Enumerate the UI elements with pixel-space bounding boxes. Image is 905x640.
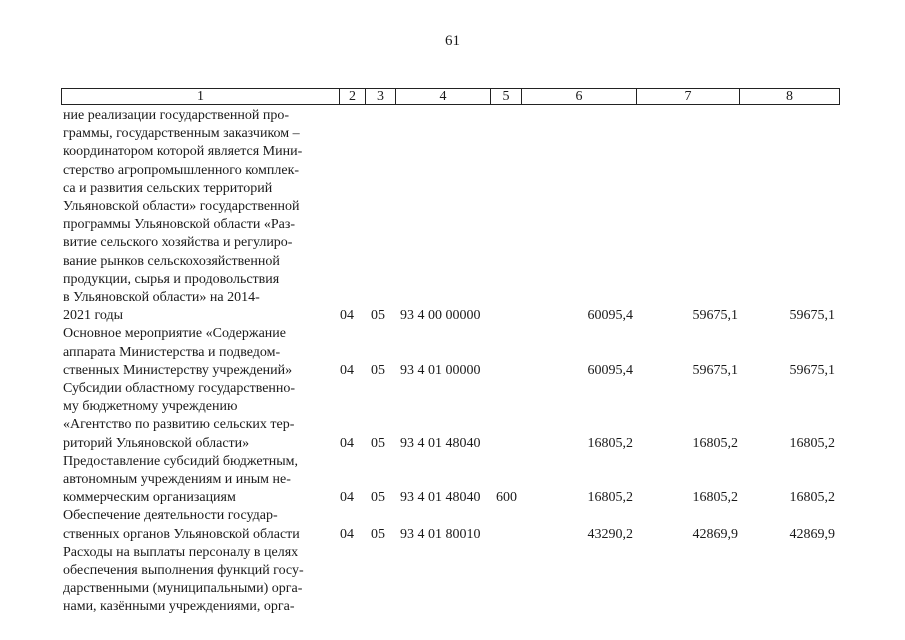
header-col-6: 6 xyxy=(521,89,636,104)
cell-c6: 60095,4 xyxy=(587,362,633,378)
description-line: ственных органов Ульяновской области xyxy=(63,526,300,542)
description-line: му бюджетному учреждению xyxy=(63,399,238,415)
cell-c8: 16805,2 xyxy=(789,435,835,451)
cell-c2: 04 xyxy=(340,308,354,324)
description-line: Субсидии областному государственно- xyxy=(63,381,296,396)
cell-c2: 04 xyxy=(340,490,354,506)
description-line: Основное мероприятие «Содержание xyxy=(63,326,286,342)
header-col-3: 3 xyxy=(365,89,395,104)
cell-c7: 42869,9 xyxy=(692,526,738,542)
description-line: обеспечения выполнения функций госу- xyxy=(63,563,304,578)
row-description xyxy=(63,453,330,508)
cell-c7: 59675,1 xyxy=(692,362,738,378)
table-header xyxy=(61,88,840,105)
cell-c3: 05 xyxy=(371,362,385,378)
description-line: Расходы на выплаты персоналу в целях xyxy=(63,544,299,560)
description-line: нами, казёнными учреждениями, орга- xyxy=(63,599,295,615)
description-line: автономным учреждениям и иным не- xyxy=(63,472,291,487)
description-line: Ульяновской области» государственной xyxy=(63,199,300,215)
cell-c6: 60095,4 xyxy=(587,308,633,324)
cell-c8: 59675,1 xyxy=(789,308,835,324)
cell-c5: 600 xyxy=(496,490,517,506)
row-description xyxy=(63,380,330,453)
header-col-8: 8 xyxy=(739,89,839,104)
cell-c4: 93 4 01 48040 xyxy=(400,490,481,506)
description-line: продукции, сырья и продовольствия xyxy=(63,271,280,287)
header-col-1: 1 xyxy=(197,89,204,104)
cell-c7: 16805,2 xyxy=(692,490,738,506)
description-line: «Агентство по развитию сельских тер- xyxy=(63,417,295,433)
cell-c2: 04 xyxy=(340,362,354,378)
cell-c8: 16805,2 xyxy=(789,490,835,506)
description-line: аппарата Министерства и подведом- xyxy=(63,344,281,360)
cell-c3: 05 xyxy=(371,490,385,506)
description-line: стерство агропромышленного комплек- xyxy=(63,162,300,178)
description-line: вание рынков сельскохозяйственной xyxy=(63,253,280,269)
header-col-7: 7 xyxy=(636,89,739,104)
cell-c7: 59675,1 xyxy=(692,308,738,324)
cell-c7: 16805,2 xyxy=(692,435,738,451)
cell-c3: 05 xyxy=(371,308,385,324)
description-line: са и развития сельских территорий xyxy=(63,180,273,196)
header-col-5: 5 xyxy=(490,89,521,104)
description-line: дарственными (муниципальными) орга- xyxy=(63,581,303,597)
header-col-4: 4 xyxy=(395,89,490,104)
description-line: витие сельского хозяйства и регулиро- xyxy=(63,235,293,251)
cell-c4: 93 4 01 00000 xyxy=(400,362,481,378)
description-line: в Ульяновской области» на 2014- xyxy=(63,290,260,306)
description-line: риторий Ульяновской области» xyxy=(63,435,250,451)
description-line: ственных Министерству учреждений» xyxy=(63,362,293,378)
description-line: ние реализации государственной про- xyxy=(63,108,290,123)
header-col-2: 2 xyxy=(339,89,365,104)
cell-c2: 04 xyxy=(340,526,354,542)
description-line: Предоставление субсидий бюджетным, xyxy=(63,453,299,469)
cell-c6: 16805,2 xyxy=(587,490,633,506)
cell-c4: 93 4 01 80010 xyxy=(400,526,481,542)
cell-c4: 93 4 00 00000 xyxy=(400,308,481,324)
description-line: коммерческим организациям xyxy=(63,490,236,506)
row-description xyxy=(63,507,330,543)
description-line: Обеспечение деятельности государ- xyxy=(63,508,278,524)
description-line: программы Ульяновской области «Раз- xyxy=(63,217,296,233)
description-line: 2021 годы xyxy=(63,308,124,324)
cell-c6: 43290,2 xyxy=(587,526,633,542)
cell-c3: 05 xyxy=(371,526,385,542)
description-line: координатором которой является Мини- xyxy=(63,144,303,160)
page-number: 61 xyxy=(445,33,460,49)
row-description xyxy=(63,544,330,617)
row-description xyxy=(63,107,330,325)
cell-c8: 59675,1 xyxy=(789,362,835,378)
cell-c8: 42869,9 xyxy=(789,526,835,542)
cell-c6: 16805,2 xyxy=(587,435,633,451)
cell-c2: 04 xyxy=(340,435,354,451)
cell-c4: 93 4 01 48040 xyxy=(400,435,481,451)
row-description xyxy=(63,325,330,380)
description-line: граммы, государственным заказчиком – xyxy=(63,126,300,142)
cell-c3: 05 xyxy=(371,435,385,451)
